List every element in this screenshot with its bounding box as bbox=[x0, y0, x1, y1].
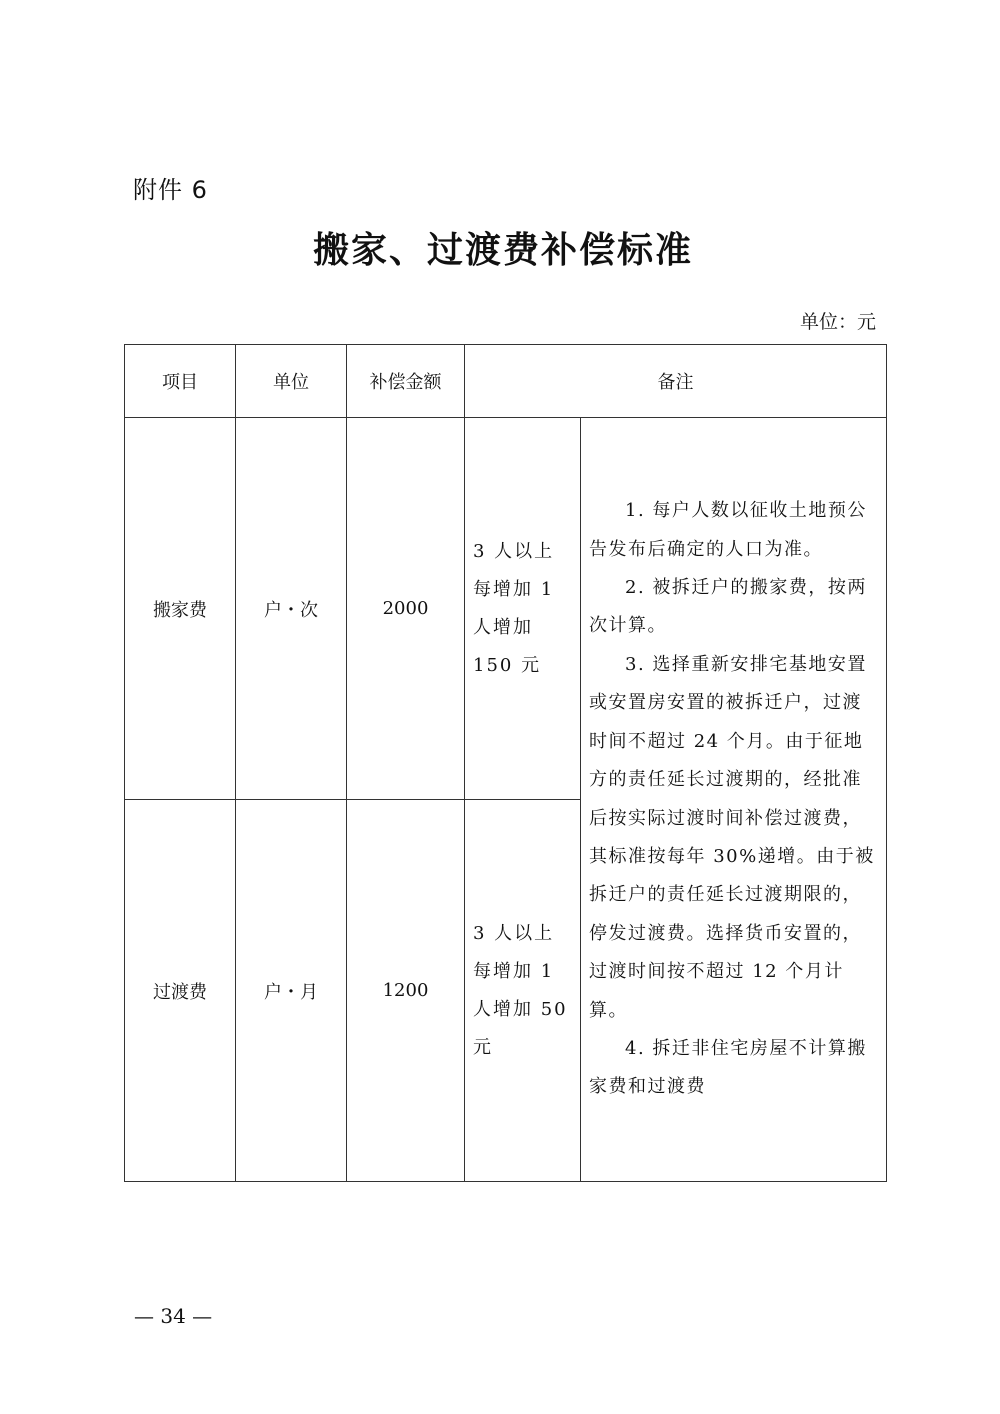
row-unit: 户・次 bbox=[236, 418, 347, 800]
remark-line: 1. 每户人数以征收土地预公告发布后确定的人口为准。 bbox=[589, 500, 867, 560]
header-amount: 补偿金额 bbox=[347, 345, 465, 418]
row-item: 过渡费 bbox=[125, 800, 236, 1182]
remark-line: 3. 选择重新安排宅基地安置或安置房安置的被拆迁户，过渡时间不超过 24 个月。由于征地方的责任延长过渡期的，经批准后按实际过渡时间补偿过渡费，其标准按每年 30%递增。由于被拆迁户的责任延长过渡期限的，停发过渡费。选择货币安置的，过渡时间按不超过 12 个月计算。 bbox=[589, 653, 875, 1021]
remark-line: 2. 被拆迁户的搬家费，按两次计算。 bbox=[589, 577, 867, 637]
row-amount: 1200 bbox=[347, 800, 465, 1182]
header-remarks: 备注 bbox=[465, 345, 887, 418]
row-amount: 2000 bbox=[347, 418, 465, 800]
table-row bbox=[125, 418, 887, 800]
remarks-cell bbox=[581, 418, 887, 1182]
row-sub-note: 3 人以上每增加 1 人增加 50 元 bbox=[465, 800, 581, 1182]
row-sub-note: 3 人以上每增加 1 人增加 150 元 bbox=[465, 418, 581, 800]
row-item: 搬家费 bbox=[125, 418, 236, 800]
attachment-label: 附件 6 bbox=[133, 176, 208, 204]
unit-note: 单位：元 bbox=[799, 311, 876, 333]
page-title: 搬家、过渡费补偿标准 bbox=[312, 230, 693, 271]
compensation-table bbox=[124, 344, 887, 1182]
remark-line: 4. 拆迁非住宅房屋不计算搬家费和过渡费 bbox=[589, 1037, 867, 1098]
header-unit: 单位 bbox=[236, 345, 347, 418]
table-header-row bbox=[125, 345, 887, 418]
page-number: — 34 — bbox=[134, 1304, 213, 1328]
header-item: 项目 bbox=[125, 345, 236, 418]
row-unit: 户・月 bbox=[236, 800, 347, 1182]
